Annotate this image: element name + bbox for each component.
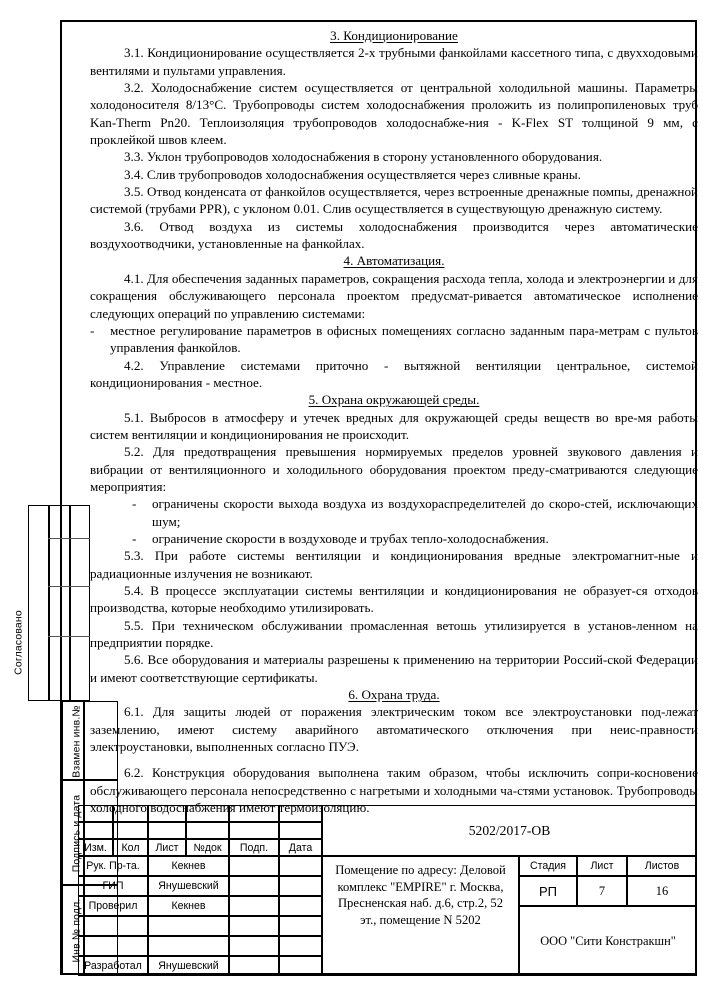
signature-role-3: Проверил	[78, 896, 148, 916]
revision-header-data: Дата	[279, 839, 322, 856]
podpis-data-label: Подпись и дата	[71, 794, 83, 873]
para-3-4: 3.4. Слив трубопроводов холодоснабжения осуществляется через сливные краны.	[124, 166, 581, 182]
stage-value-stadiya: РП	[519, 876, 577, 906]
para-5-4: 5.4. В процессе эксплуатации системы вентиляции и кондиционирования не образует-ся отходов производства, которые необходимо утилизировать.	[90, 583, 698, 616]
revision-header-kol: Кол	[113, 839, 148, 856]
bullet-4-1-a	[90, 322, 698, 357]
signature-date-4[interactable]	[279, 916, 322, 936]
bullet-5-2-b	[90, 530, 698, 547]
revision-blank-r2-c3	[148, 822, 186, 839]
revision-blank-r1-c3	[148, 805, 186, 822]
object-title: Помещение по адресу: Деловой комплекс "EMPIRE" г. Москва, Пресненская наб. д.6, стр.2, 52 эт., помещение N 5202	[322, 856, 519, 976]
revision-blank-r1-c1	[78, 805, 113, 822]
revision-blank-r2-c5	[229, 822, 279, 839]
revision-blank-r1-c5	[229, 805, 279, 822]
soglasovano-divider-1	[48, 505, 50, 701]
soglasovano-label: Согласовано	[13, 610, 25, 675]
revision-blank-r2-c4	[186, 822, 229, 839]
section-heading-3: 3. Кондиционирование	[330, 28, 458, 43]
soglasovano-row-line-2	[48, 586, 90, 587]
soglasovano-block	[28, 505, 90, 701]
signature-role-1: Рук. Пр-та.	[78, 856, 148, 876]
signature-sign-5[interactable]	[229, 936, 279, 956]
section-heading-4: 4. Автоматизация.	[343, 253, 445, 269]
signature-role-2: ГИП	[78, 876, 148, 896]
signature-role-6: Разработал	[78, 956, 148, 976]
stage-header-list: Лист	[577, 856, 627, 876]
signature-date-5[interactable]	[279, 936, 322, 956]
para-3-5: 3.5. Отвод конденсата от фанкойлов осуществляется, через встроенные дренажные помпы, дренажной системой (трубами PPR), с уклоном 0.01. Слив осуществляется в существующую дренажную систему.	[90, 184, 698, 217]
para-5-6: 5.6. Все оборудования и материалы разрешены к применению на территории Россий-ской Федерации и имеют соответствующие сертификаты.	[90, 652, 698, 685]
signature-date-1[interactable]	[279, 856, 322, 876]
signature-name-3: Кекнев	[148, 896, 229, 916]
dash-marker: -	[90, 322, 95, 338]
bullet-5-2-a	[90, 495, 698, 530]
revision-blank-r1-c6	[279, 805, 322, 822]
signature-sign-2[interactable]	[229, 876, 279, 896]
signature-name-1: Кекнев	[148, 856, 229, 876]
para-5-3: 5.3. При работе системы вентиляции и кондиционирования вредные электромагнит-ные и радиационные излучения не возникают.	[90, 548, 698, 581]
soglasovano-divider-2	[69, 505, 71, 701]
soglasovano-row-line-1	[48, 538, 90, 539]
para-5-2: 5.2. Для предотвращения превышения нормируемых пределов уровней звукового давления и вибрации от вентиляционного и холодильного оборудования проектом преду-сматриваются следующие мероприятия:	[90, 444, 698, 494]
signature-date-2[interactable]	[279, 876, 322, 896]
signature-sign-3[interactable]	[229, 896, 279, 916]
revision-header-izm: Изм.	[78, 839, 113, 856]
revision-header-list: Лист	[148, 839, 186, 856]
signature-date-6[interactable]	[279, 956, 322, 976]
stage-value-list: 7	[577, 876, 627, 906]
signature-name-5	[148, 936, 229, 956]
revision-blank-r2-c2	[113, 822, 148, 839]
revision-blank-r1-c4	[186, 805, 229, 822]
soglasovano-row-line-3	[48, 636, 90, 637]
para-6-2: 6.2. Конструкция оборудования выполнена таким образом, чтобы исключить сопри-косновение обслуживающего персонала непосредственно с нагретыми и холодными ча-стями установок. Трубопроводы холодного водоснабжения имеют термоизоляцию.	[90, 765, 698, 816]
para-3-3: 3.3. Уклон трубопроводов холодоснабжения в сторону установленного оборудования.	[124, 149, 603, 165]
signature-role-4	[78, 916, 148, 936]
bullet-text: ограничены скорости выхода воздуха из воздухораспределителей до скоро-стей, исключающих шум;	[152, 496, 698, 529]
vzamen-inv-block	[62, 701, 118, 780]
signature-sign-6[interactable]	[229, 956, 279, 976]
para-3-6: 3.6. Отвод воздуха из системы холодоснабжения производится через автоматические воздухоотводчики, установленные на фанкойлах.	[90, 218, 698, 252]
para-3-1: 3.1. Кондиционирование осуществляется 2-х трубными фанкойлами кассетного типа, с двухходовыми вентилями и пультами управления.	[90, 45, 698, 78]
signature-role-5	[78, 936, 148, 956]
stage-header-listov: Листов	[627, 856, 697, 876]
para-4-2: 4.2. Управление системами приточно - вытяжной вентиляции центральное, системой кондиционирования - местное.	[90, 357, 698, 390]
specification-text	[90, 27, 698, 816]
para-5-1: 5.1. Выбросов в атмосферу и утечек вредных для окружающей среды веществ во вре-мя работы систем вентиляции и кондиционирования не происходит.	[90, 409, 698, 442]
para-4-1: 4.1. Для обеспечения заданных параметров, сокращения расхода тепла, холода и электроэнергии и для сокращения обслуживающего персонала проектом предусмат-ривается автоматическое исполнение следующих операций по управлению системами:	[90, 270, 698, 321]
stage-value-listov: 16	[627, 876, 697, 906]
revision-blank-r1-c2	[113, 805, 148, 822]
signature-name-2: Янушевский	[148, 876, 229, 896]
section-heading-6: 6. Охрана труда.	[348, 687, 440, 703]
dash-marker: -	[132, 530, 137, 546]
para-3-2: 3.2. Холодоснабжение систем осуществляется от центральной холодильной машины. Параметры холодоносителя 8/13°С. Трубопроводы систем холодоснабжения проложить из полипропиленовых труб Kan-Therm Pn20. Теплоизоляция трубопроводов холодоснабже-ния - K-Flex ST толщиной 9 мм, с проклейкой швов клеем.	[90, 80, 698, 148]
dash-marker: -	[132, 496, 137, 512]
revision-blank-r2-c1	[78, 822, 113, 839]
revision-blank-r2-c6	[279, 822, 322, 839]
signature-sign-4[interactable]	[229, 916, 279, 936]
signature-name-4	[148, 916, 229, 936]
signature-name-6: Янушевский	[148, 956, 229, 976]
paragraph-spacer	[90, 755, 698, 764]
stage-header-stadiya: Стадия	[519, 856, 577, 876]
revision-header-ndok: №док	[186, 839, 229, 856]
sheet-code: 5202/2017-ОВ	[322, 805, 697, 856]
signature-date-3[interactable]	[279, 896, 322, 916]
revision-header-podp: Подп.	[229, 839, 279, 856]
para-6-1: 6.1. Для защиты людей от поражения электрическим током все электроустановки под-лежат заземлению, имеют систему аварийного автоматического отключения при неис-правности электроустановки, выполненных согласно ПУЭ.	[90, 704, 698, 755]
inv-podl-label: Инв.№ подл.	[71, 898, 83, 963]
company-name: ООО "Сити Констракшн"	[519, 906, 697, 976]
bullet-text: местное регулирование параметров в офисных помещениях согласно заданным пара-метрам с пультов управления фанкойлов.	[110, 322, 698, 356]
bullet-text: ограничение скорости в воздуховоде и трубах тепло-холодоснабжения.	[152, 530, 549, 546]
vzamen-inv-label: Взамен инв.№	[71, 705, 83, 778]
vzamen-inv-divider	[83, 701, 85, 780]
section-heading-5: 5. Охрана окружающей среды.	[308, 392, 480, 408]
signature-sign-1[interactable]	[229, 856, 279, 876]
para-5-5: 5.5. При техническом обслуживании промасленная ветошь утилизируется в установ-ленном на предприятии порядке.	[90, 617, 698, 651]
